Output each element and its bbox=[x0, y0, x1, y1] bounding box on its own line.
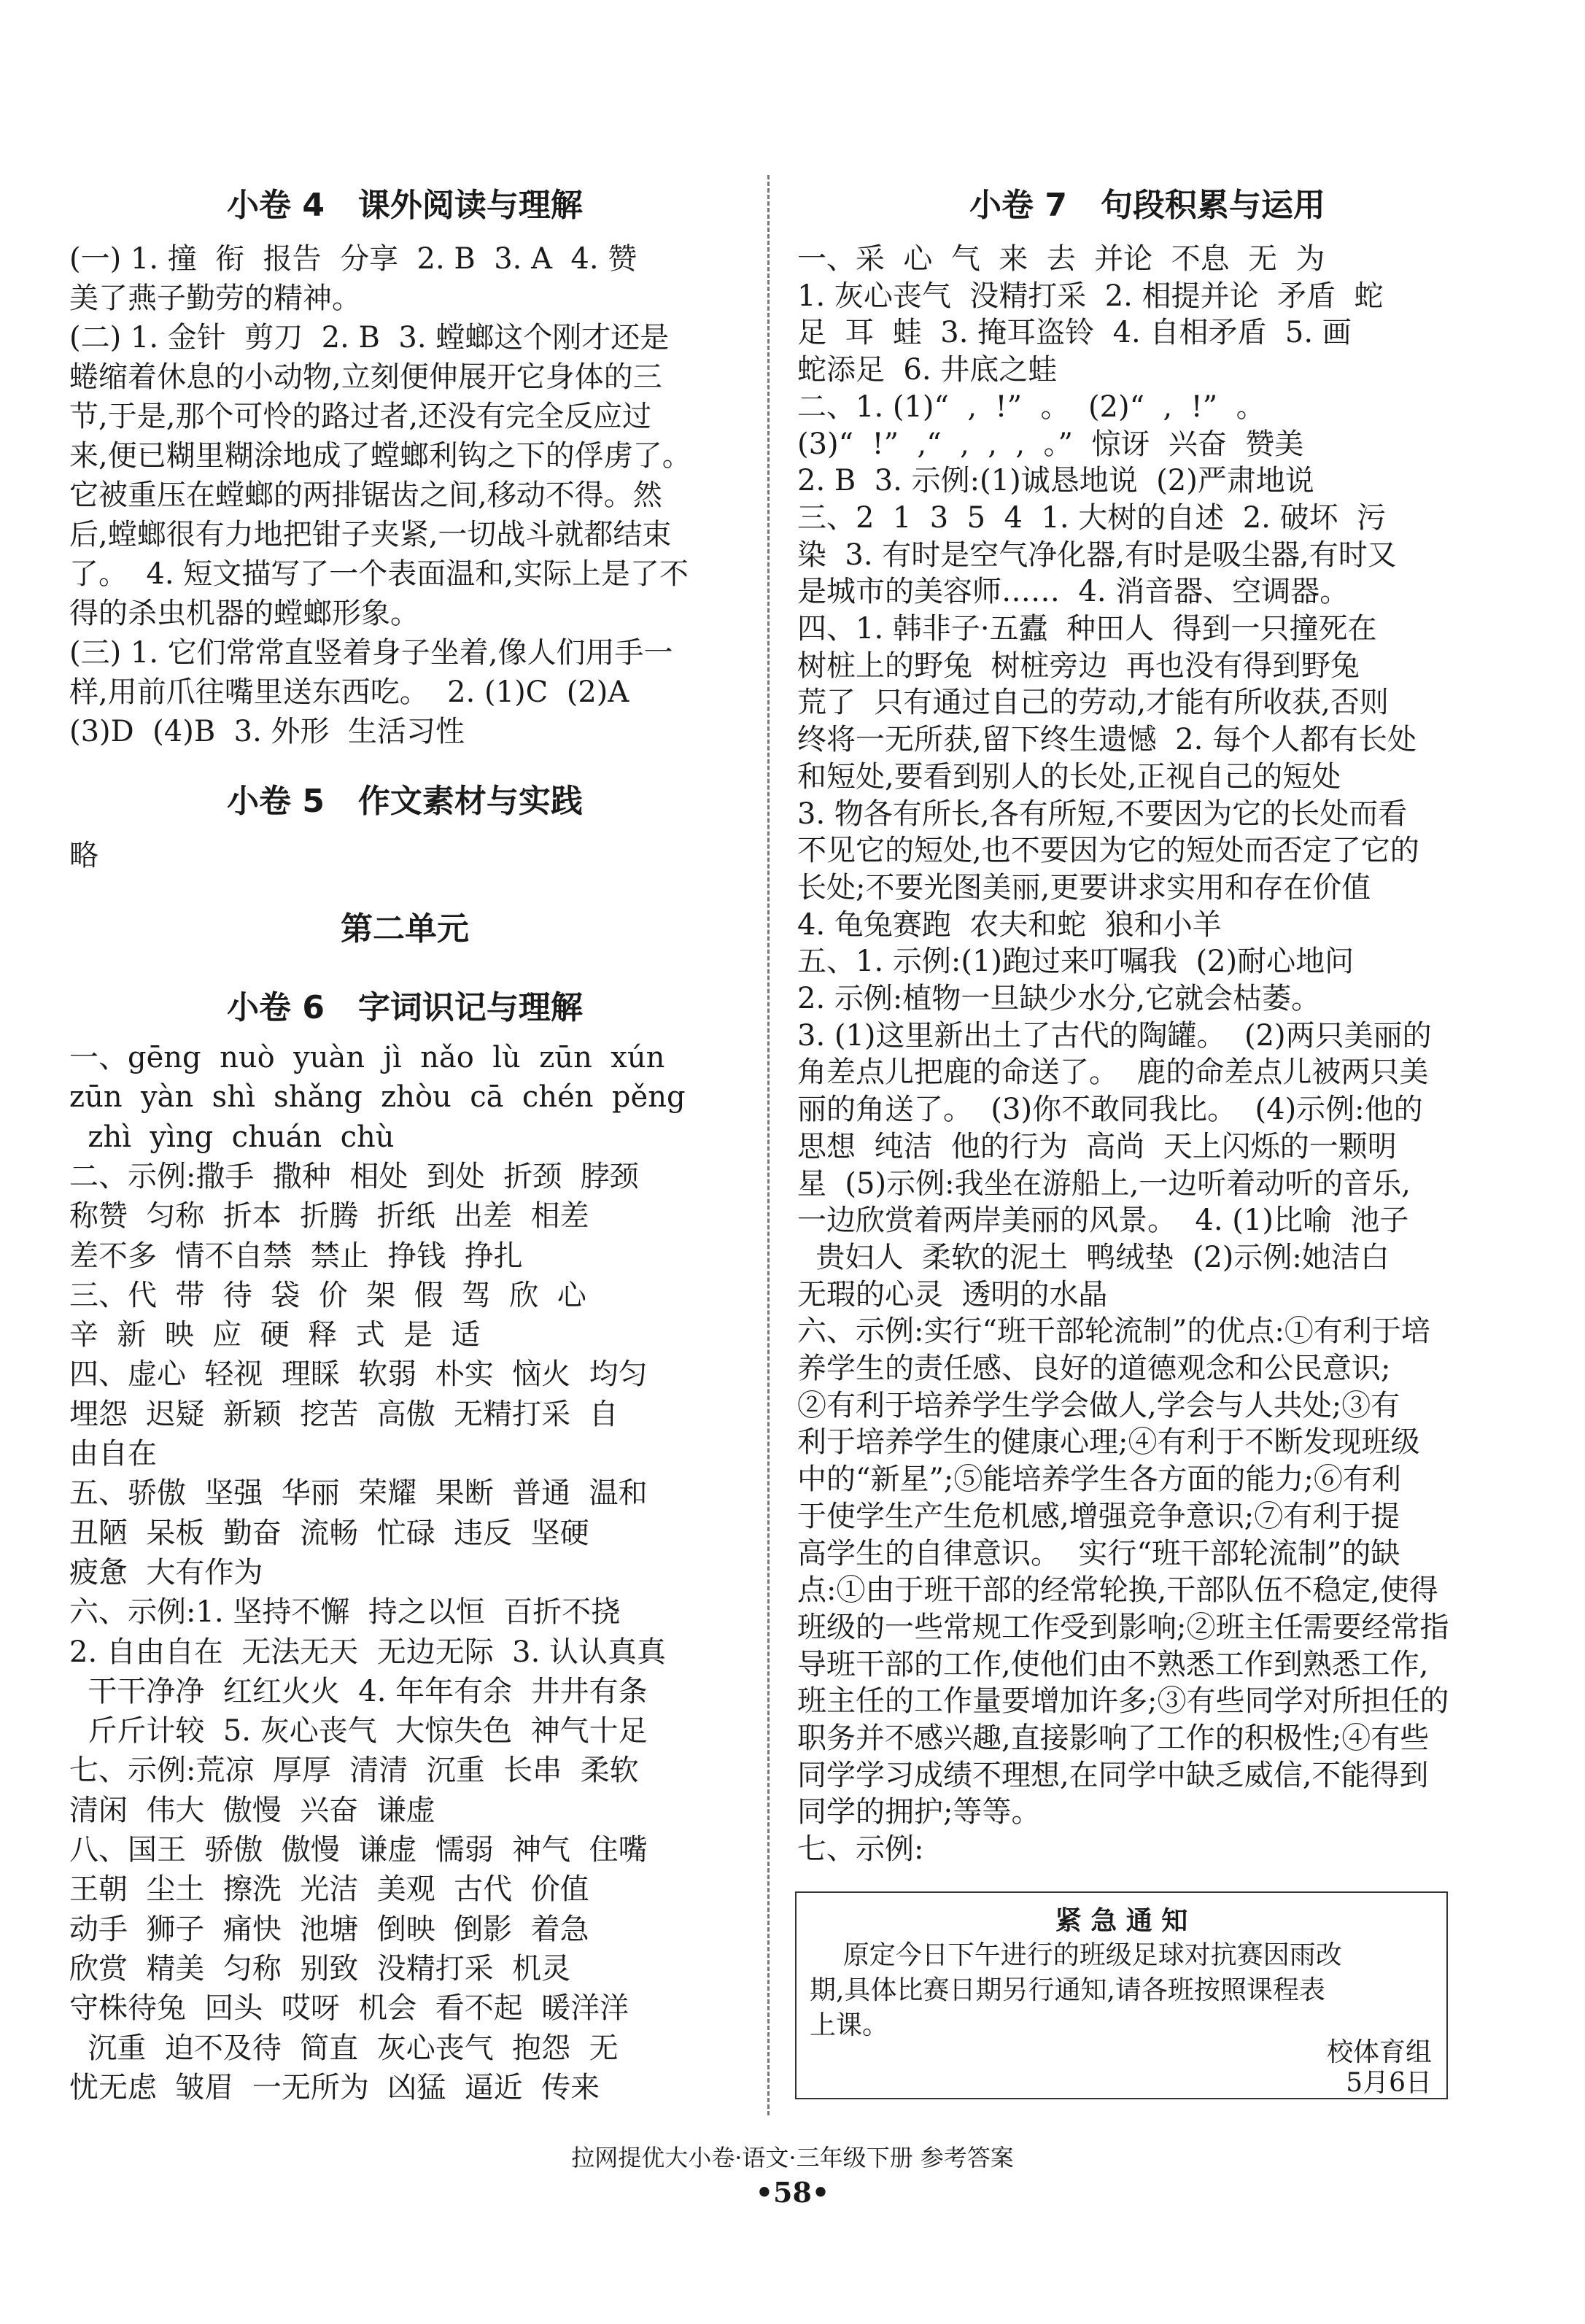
answer-line: 它被重压在螳螂的两排锯齿之间,移动不得。然 bbox=[69, 479, 662, 512]
answer-line: ②有利于培养学生学会做人,学会与人共处;③有 bbox=[797, 1388, 1400, 1422]
answer-line: 同学学习成绩不理想,在同学中缺乏威信,不能得到 bbox=[797, 1758, 1429, 1792]
heading-quiz6: 小卷 6 字词识记与理解 bbox=[227, 989, 583, 1026]
answer-line: 职务并不感兴趣,直接影响了工作的积极性;④有些 bbox=[797, 1721, 1430, 1755]
answer-line: 2. B 3. 示例:(1)诚恳地说 (2)严肃地说 bbox=[797, 464, 1314, 498]
answer-line: 得的杀虫机器的螳螂形象。 bbox=[69, 597, 419, 630]
answer-line: 丑陋 呆板 勤奋 流畅 忙碌 违反 坚硬 bbox=[69, 1516, 589, 1550]
answer-line: 染 3. 有时是空气净化器,有时是吸尘器,有时又 bbox=[797, 538, 1397, 572]
answer-line: 王朝 尘土 擦洗 光洁 美观 古代 价值 bbox=[69, 1872, 589, 1907]
column-divider bbox=[767, 175, 770, 2115]
answer-line: 欣赏 精美 匀称 别致 没精打采 机灵 bbox=[69, 1951, 571, 1986]
answer-line: 一、采 心 气 来 去 并论 不息 无 为 bbox=[797, 242, 1325, 276]
answer-line: (3)“ !” ,“ , , , 。” 惊讶 兴奋 赞美 bbox=[797, 427, 1304, 461]
answer-line: 疲惫 大有作为 bbox=[69, 1555, 263, 1589]
answer-line: 五、1. 示例:(1)跑过来叮嘱我 (2)耐心地问 bbox=[797, 945, 1355, 979]
answer-line: 六、示例:1. 坚持不懈 持之以恒 百折不挠 bbox=[69, 1595, 621, 1630]
answer-line: (一) 1. 撞 衔 报告 分享 2. B 3. A 4. 赞 bbox=[69, 242, 638, 276]
answer-line: 2. 示例:植物一旦缺少水分,它就会枯萎。 bbox=[797, 982, 1321, 1015]
answer-line: 蜷缩着休息的小动物,立刻便伸展开它身体的三 bbox=[69, 360, 662, 394]
answer-line: 一边欣赏着两岸美丽的风景。 4. (1)比喻 池子 bbox=[797, 1204, 1409, 1238]
answer-line: 六、示例:实行“班干部轮流制”的优点:①有利于培 bbox=[797, 1314, 1430, 1349]
answer-line: 终将一无所获,留下终生遗憾 2. 每个人都有长处 bbox=[797, 723, 1417, 757]
answer-line: 2. 自由自在 无法无天 无边无际 3. 认认真真 bbox=[69, 1635, 667, 1669]
answer-line: 忧无虑 皱眉 一无所为 凶猛 逼近 传来 bbox=[69, 2070, 600, 2104]
answer-line: 一、gēng nuò yuàn jì nǎo lù zūn xún bbox=[69, 1041, 665, 1074]
answer-line: 不见它的短处,也不要因为它的短处而否定了它的 bbox=[797, 834, 1419, 868]
notice-date: 5月6日 bbox=[1346, 2068, 1432, 2098]
answer-line: 辛 新 映 应 硬 释 式 是 适 bbox=[69, 1318, 481, 1352]
answer-line: 中的“新星”;⑤能培养学生各方面的能力;⑥有利 bbox=[797, 1463, 1401, 1497]
answer-line: 长处;不要光图美丽,更要讲求实用和存在价值 bbox=[797, 870, 1371, 905]
answer-line: 七、示例:荒凉 厚厚 清清 沉重 长串 柔软 bbox=[69, 1754, 639, 1788]
answer-line: 干干净净 红红火火 4. 年年有余 井井有条 bbox=[69, 1674, 648, 1708]
answer-line: 利于培养学生的健康心理;④有利于不断发现班级 bbox=[797, 1425, 1420, 1460]
answer-line: 树桩上的野兔 树桩旁边 再也没有得到野兔 bbox=[797, 648, 1360, 683]
answer-line: 角差点儿把鹿的命送了。 鹿的命差点儿被两只美 bbox=[797, 1056, 1429, 1090]
answer-line: 斤斤计较 5. 灰心丧气 大惊失色 神气十足 bbox=[69, 1714, 648, 1748]
answer-line: 足 耳 蛙 3. 掩耳盗铃 4. 自相矛盾 5. 画 bbox=[797, 316, 1352, 350]
answer-line: 样,用前爪往嘴里送东西吃。 2. (1)C (2)A bbox=[69, 675, 629, 709]
notice-body-line: 期,具体比赛日期另行通知,请各班按照课程表 bbox=[810, 1975, 1325, 2005]
heading-quiz7: 小卷 7 句段积累与运用 bbox=[969, 187, 1325, 224]
answer-line: 3. 物各有所长,各有所短,不要因为它的长处而看 bbox=[797, 797, 1408, 831]
answer-line: 星 (5)示例:我坐在游船上,一边听着动听的音乐, bbox=[797, 1166, 1411, 1201]
notice-signer: 校体育组 bbox=[1326, 2037, 1432, 2067]
notice-title: 紧 急 通 知 bbox=[1055, 1906, 1188, 1936]
answer-line: (3)D (4)B 3. 外形 生活习性 bbox=[69, 715, 465, 748]
answer-line: 班级的一些常规工作受到影响;②班主任需要经常指 bbox=[797, 1610, 1449, 1644]
answer-line: 高学生的自律意识。 实行“班干部轮流制”的缺 bbox=[797, 1536, 1400, 1570]
answer-line: 四、虚心 轻视 理睬 软弱 朴实 恼火 均匀 bbox=[69, 1357, 648, 1392]
answer-line: 是城市的美容师…… 4. 消音器、空调器。 bbox=[797, 575, 1349, 609]
answer-line: 荒了 只有通过自己的劳动,才能有所收获,否则 bbox=[797, 686, 1389, 720]
quiz5-text: 略 bbox=[69, 839, 98, 872]
answer-line: 差不多 情不自禁 禁止 挣钱 挣扎 bbox=[69, 1239, 523, 1273]
answer-line: zhì yìng chuán chù bbox=[69, 1120, 395, 1154]
answer-line: 后,螳螂很有力地把钳子夹紧,一切战斗就都结束 bbox=[69, 518, 672, 551]
answer-line: 五、骄傲 坚强 华丽 荣耀 果断 普通 温和 bbox=[69, 1476, 648, 1511]
heading-quiz5: 小卷 5 作文素材与实践 bbox=[227, 783, 583, 820]
answer-line: 同学的拥护;等等。 bbox=[797, 1795, 1041, 1829]
answer-line: 和短处,要看到别人的长处,正视自己的短处 bbox=[797, 759, 1341, 794]
answer-line: 七、示例: bbox=[797, 1832, 924, 1867]
answer-line: 动手 狮子 痛快 池塘 倒映 倒影 着急 bbox=[69, 1912, 589, 1946]
answer-line: 丽的角送了。 (3)你不敢同我比。 (4)示例:他的 bbox=[797, 1093, 1423, 1127]
answer-line: 班主任的工作量要增加许多;③有些同学对所担任的 bbox=[797, 1684, 1449, 1719]
notice-body-line: 原定今日下午进行的班级足球对抗赛因雨改 bbox=[810, 1940, 1342, 1970]
answer-line: 沉重 迫不及待 简直 灰心丧气 抱怨 无 bbox=[69, 2031, 619, 2065]
answer-line: (二) 1. 金针 剪刀 2. B 3. 螳螂这个刚才还是 bbox=[69, 321, 670, 355]
answer-line: 养学生的责任感、良好的道德观念和公民意识; bbox=[797, 1352, 1391, 1385]
answer-line: 思想 纯洁 他的行为 高尚 天上闪烁的一颗明 bbox=[797, 1129, 1397, 1163]
answer-line: 埋怨 迟疑 新颖 挖苦 高傲 无精打采 自 bbox=[69, 1397, 619, 1431]
answer-line: 由自在 bbox=[69, 1437, 157, 1471]
answer-line: zūn yàn shì shǎng zhòu cā chén pěng bbox=[69, 1080, 686, 1115]
answer-line: 1. 灰心丧气 没精打采 2. 相提并论 矛盾 蛇 bbox=[797, 279, 1384, 313]
answer-line: 点:①由于班干部的经常轮换,干部队伍不稳定,使得 bbox=[797, 1573, 1438, 1608]
footer-book-title: 拉网提优大小卷·语文·三年级下册 参考答案 bbox=[571, 2144, 1014, 2172]
answer-line: 无瑕的心灵 透明的水晶 bbox=[797, 1277, 1108, 1312]
answer-line: 八、国王 骄傲 傲慢 谦虚 懦弱 神气 住嘴 bbox=[69, 1833, 648, 1867]
answer-line: 了。 4. 短文描写了一个表面温和,实际上是了不 bbox=[69, 557, 689, 591]
answer-line: 4. 龟兔赛跑 农夫和蛇 狼和小羊 bbox=[797, 907, 1222, 942]
answer-line: 称赞 匀称 折本 折腾 折纸 出差 相差 bbox=[69, 1199, 589, 1233]
answer-line: 二、1. (1)“ , !” 。 (2)“ , !” 。 bbox=[797, 390, 1266, 424]
answer-line: 美了燕子勤劳的精神。 bbox=[69, 282, 361, 315]
answer-line: 三、代 带 待 袋 价 架 假 驾 欣 心 bbox=[69, 1278, 586, 1312]
answer-line: 导班干部的工作,使他们由不熟悉工作到熟悉工作, bbox=[797, 1647, 1429, 1681]
answer-line: 清闲 伟大 傲慢 兴奋 谦虚 bbox=[69, 1793, 435, 1827]
answer-line: (三) 1. 它们常常直竖着身子坐着,像人们用手一 bbox=[69, 636, 673, 670]
answer-line: 守株待兔 回头 哎呀 机会 看不起 暖洋洋 bbox=[69, 1991, 629, 2026]
answer-line: 3. (1)这里新出土了古代的陶罐。 (2)两只美丽的 bbox=[797, 1018, 1432, 1053]
heading-quiz4: 小卷 4 课外阅读与理解 bbox=[227, 187, 583, 224]
answer-line: 二、示例:撒手 撒种 相处 到处 折颈 脖颈 bbox=[69, 1159, 639, 1193]
page-number: •58• bbox=[755, 2176, 830, 2209]
answer-line: 四、1. 韩非子·五蠹 种田人 得到一只撞死在 bbox=[797, 612, 1377, 646]
answer-line: 蛇添足 6. 井底之蛙 bbox=[797, 353, 1058, 387]
answer-line: 于使学生产生危机感,增强竞争意识;⑦有利于提 bbox=[797, 1499, 1400, 1533]
answer-line: 节,于是,那个可怜的路过者,还没有完全反应过 bbox=[69, 400, 652, 433]
answer-line: 来,便已糊里糊涂地成了螳螂利钩之下的俘虏了。 bbox=[69, 439, 691, 473]
answer-line: 三、2 1 3 5 4 1. 大树的自述 2. 破坏 污 bbox=[797, 500, 1387, 535]
answer-line: 贵妇人 柔软的泥土 鸭绒垫 (2)示例:她洁白 bbox=[797, 1240, 1390, 1274]
urgent-notice-box bbox=[795, 1891, 1448, 2099]
notice-body-line: 上课。 bbox=[810, 2010, 889, 2040]
heading-unit2: 第二单元 bbox=[341, 910, 469, 948]
